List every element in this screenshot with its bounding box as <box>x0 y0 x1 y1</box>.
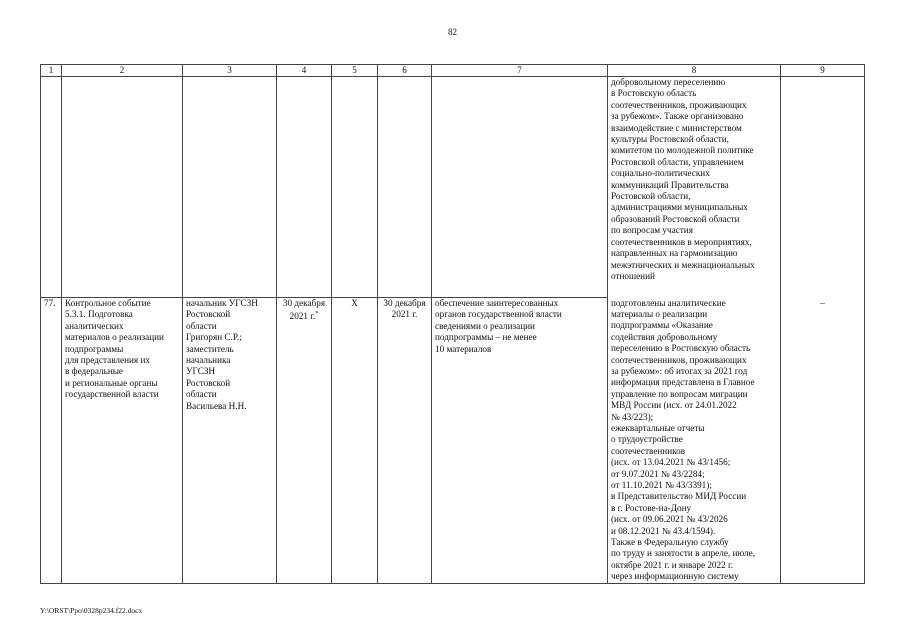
file-path-footer: Y:\ORST\Ppo\0328p234.f22.docx <box>40 606 143 615</box>
header-col-8: 8 <box>608 65 781 77</box>
continuation-row <box>41 77 865 298</box>
event-description: Контрольное событие 5.3.1. Подготовка аналитических материалов о реализации подпрограммы для представления их в федеральные и региональные органы государственной власти <box>62 298 183 584</box>
header-col-5: 5 <box>332 65 378 77</box>
planned-date: 30 декабря 2021 г. <box>282 298 326 322</box>
date-mark: * <box>315 311 319 318</box>
header-col-4: 4 <box>277 65 332 77</box>
row-number: 77. <box>41 298 62 584</box>
header-col-7: 7 <box>432 65 608 77</box>
column-9-value: – <box>781 298 865 584</box>
page-number: 82 <box>448 27 457 37</box>
planned-result: обеспечение заинтересованных органов государственной власти сведениями о реализации подпрограммы – не менее 10 материалов <box>432 298 608 584</box>
column-5-value: Х <box>332 298 378 584</box>
header-col-1: 1 <box>41 65 62 77</box>
header-col-9: 9 <box>781 65 865 77</box>
report-table <box>40 64 865 584</box>
actual-date: 30 декабря 2021 г. <box>378 298 432 584</box>
header-col-6: 6 <box>378 65 432 77</box>
header-col-3: 3 <box>183 65 277 77</box>
planned-date-cell <box>277 298 332 584</box>
header-col-2: 2 <box>62 65 183 77</box>
table-row-77 <box>41 298 865 584</box>
header-row <box>41 65 865 77</box>
actual-result: подготовлены аналитические материалы о реализации подпрограммы «Оказание содействия добровольному переселению в Ростовскую область соотечественников, проживающих за рубежом»: об итогах за 2021 год информация представлена в Главное управление по вопросам миграции МВД России (исх. от 24.01.2022 № 43/223); ежеквартальные отчеты о трудоустройстве соотечественников (исх. от 13.04.2021 № 43/1456; от 9.07.2021 № 43/2284; от 11.10.2021 № 43/3391); в Представительство МИД России в г. Ростове-на-Дону (исх. от 09.06.2021 № 43/2026 и 08.12.2021 № 43.4/1594). Также в Федеральную службу по труду и занятости в апреле, июле, октябре 2021 г. и январе 2022 г. через информационную систему <box>608 298 781 584</box>
continuation-text: добровольному переселению в Ростовскую область соотечественников, проживающих за рубежом». Также организовано взаимодействие с министерством культуры Ростовской области, комитетом по молодежной политике Ростовской области, управлением социально-политических коммуникаций Правительства Ростовской области, администрациями муниципальных образований Ростовской области по вопросам участия соотечественников в мероприятиях, направленных на гармонизацию межэтнических и межнациональных отношений <box>608 77 781 298</box>
responsible-persons: начальник УГСЗН Ростовской области Григорян С.Р.; заместитель начальника УГСЗН Ростовской области Васильева Н.Н. <box>183 298 277 584</box>
